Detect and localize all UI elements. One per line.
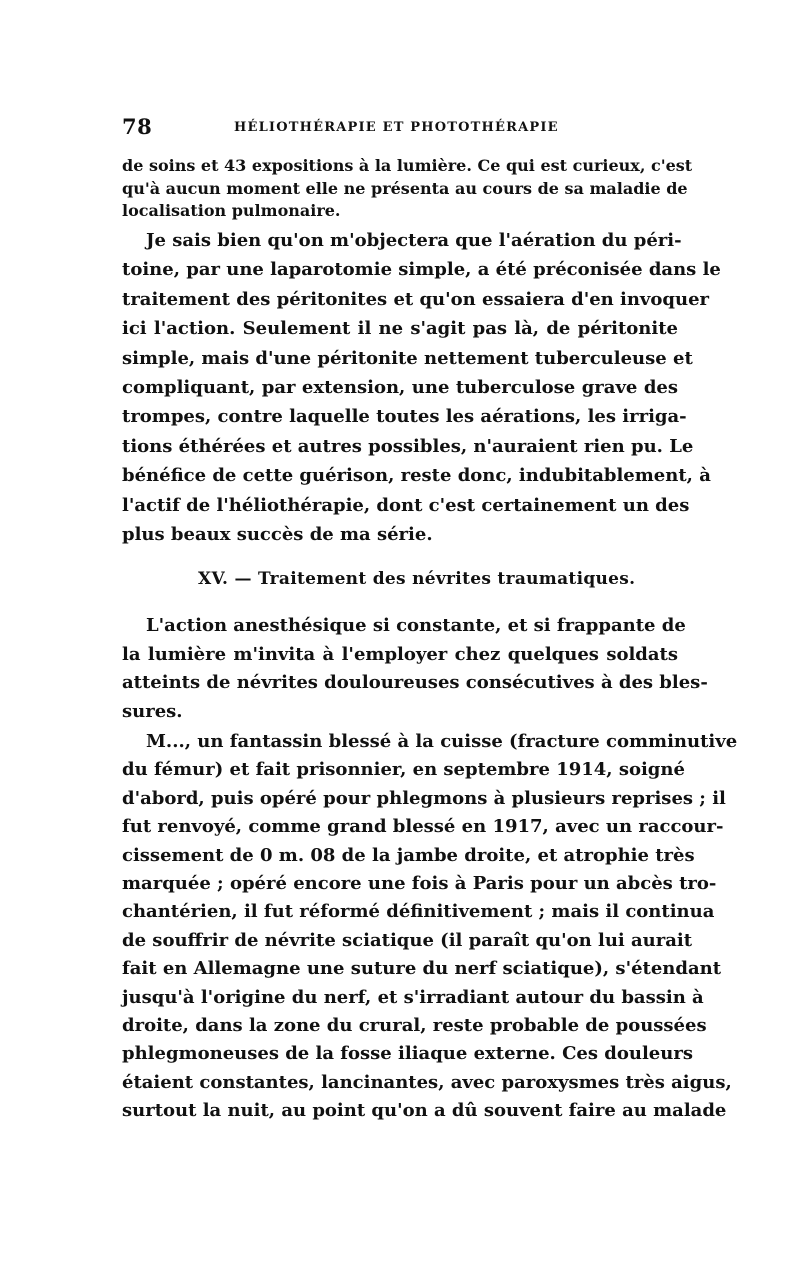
text-line: marquée ; opéré encore une fois à Paris pour un abcès tro- xyxy=(122,873,717,895)
page-header xyxy=(122,114,678,144)
text-line: plus beaux succès de ma série. xyxy=(122,524,433,546)
text-line: du fémur) et fait prisonnier, en septembre 1914, soigné xyxy=(122,759,685,781)
paragraph-case-m xyxy=(122,728,738,1126)
text-line: d'abord, puis opéré pour phlegmons à plusieurs reprises ; il xyxy=(122,787,726,809)
text-line: ici l'action. Seulement il ne s'agit pas là, de péritonite xyxy=(122,318,678,340)
intro-paragraph xyxy=(122,155,693,223)
text-line: jusqu'à l'origine du nerf, et s'irradiant autour du bassin à xyxy=(122,986,704,1008)
text-line: l'actif de l'héliothérapie, dont c'est certainement un des xyxy=(122,494,690,516)
text-line: droite, dans la zone du crural, reste probable de poussées xyxy=(122,1015,707,1037)
text-line: la lumière m'invita à l'employer chez quelques soldats xyxy=(122,643,678,665)
text-line: de soins et 43 expositions à la lumière. Ce qui est curieux, c'est xyxy=(122,156,693,175)
text-line: tions éthérées et autres possibles, n'auraient rien pu. Le xyxy=(122,435,694,457)
text-line: fut renvoyé, comme grand blessé en 1917, avec un raccour- xyxy=(122,816,724,838)
text-line: trompes, contre laquelle toutes les aérations, les irriga- xyxy=(122,406,687,428)
text-line: M..., un fantassin blessé à la cuisse (fracture comminutive xyxy=(146,731,738,752)
text-line: cissement de 0 m. 08 de la jambe droite, et atrophie très xyxy=(122,844,695,866)
text-line: localisation pulmonaire. xyxy=(122,201,341,220)
text-line: atteints de névrites douloureuses consécutives à des bles- xyxy=(122,672,708,694)
text-line: fait en Allemagne une suture du nerf sciatique), s'étendant xyxy=(122,958,722,980)
text-line: qu'à aucun moment elle ne présenta au cours de sa maladie de xyxy=(122,178,688,198)
text-line: compliquant, par extension, une tuberculose grave des xyxy=(122,377,678,399)
text-line: phlegmoneuses de la fosse iliaque externe. Ces douleurs xyxy=(122,1043,693,1065)
running-title: HÉLIOTHÉRAPIE ET PHOTOTHÉRAPIE xyxy=(234,120,559,135)
text-line: traitement des péritonites et qu'on essaiera d'en invoquer xyxy=(122,288,710,310)
paragraph-peritonite xyxy=(122,226,721,549)
text-line: sures. xyxy=(122,700,183,722)
paragraph-anesthesique xyxy=(122,612,708,726)
text-line: Je sais bien qu'on m'objectera que l'aération du péri- xyxy=(146,230,682,251)
text-line: L'action anesthésique si constante, et si frappante de xyxy=(146,615,686,636)
text-line: toine, par une laparotomie simple, a été préconisée dans le xyxy=(122,259,721,281)
text-line: simple, mais d'une péritonite nettement tuberculeuse et xyxy=(122,347,693,369)
text-line: surtout la nuit, au point qu'on a dû souvent faire au malade xyxy=(122,1100,727,1122)
page-number: 78 xyxy=(122,114,153,139)
text-line: étaient constantes, lancinantes, avec paroxysmes très aigus, xyxy=(122,1071,732,1093)
text-line: bénéfice de cette guérison, reste donc, indubitablement, à xyxy=(122,465,711,487)
section-heading: XV. — Traitement des névrites traumatiques. xyxy=(198,569,636,589)
text-line: de souffrir de névrite sciatique (il paraît qu'on lui aurait xyxy=(122,929,693,951)
text-line: chantérien, il fut réformé définitivement ; mais il continua xyxy=(122,901,715,923)
